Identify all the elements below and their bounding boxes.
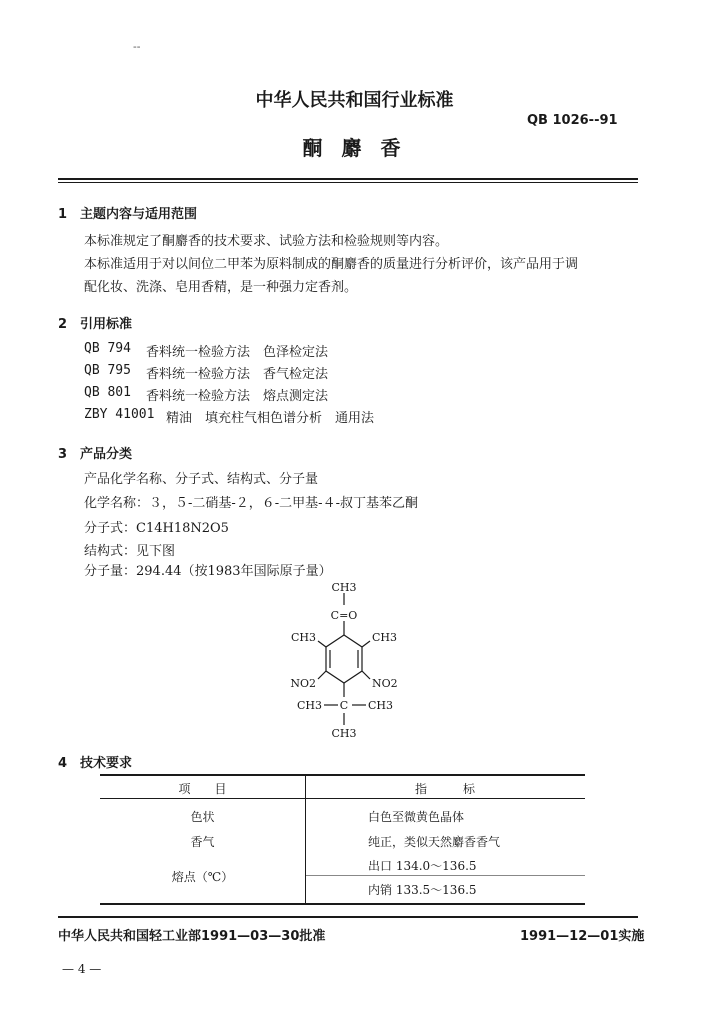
molecular-weight: 分子量：294.44（按1983年国际原子量） [84, 564, 332, 579]
formula-label: 分子式： [84, 521, 137, 536]
section3-heading: 3 产品分类 [58, 447, 133, 462]
ref-text: 香料统一检验方法 色泽检定法 [146, 345, 329, 360]
left-methyl-label: CH3 [290, 631, 316, 644]
classification-intro: 产品化学名称、分子式、结构式、分子量 [84, 472, 319, 487]
table-column-divider [305, 775, 306, 903]
page-number: — 4 — [62, 962, 102, 976]
molecular-formula: C14H18N2O5 [136, 521, 229, 536]
table-cell-value: 白色至微黄色晶体 [368, 810, 465, 824]
ref-text: 精油 填充柱气相色谱分析 通用法 [166, 411, 375, 426]
table-bottom-rule [100, 903, 585, 905]
right-nitro-label: NO2 [372, 677, 398, 690]
product-title: 酮 麝 香 [302, 136, 407, 160]
chemical-name: 化学名称：３，５-二硝基-２，６-二甲基-４-叔丁基苯乙酮 [84, 496, 418, 511]
ref-code: QB 795 [84, 363, 131, 378]
left-nitro-label: NO2 [290, 677, 316, 690]
table-cell-item: 香气 [190, 835, 215, 849]
ref-text: 香料统一检验方法 香气检定法 [146, 367, 329, 382]
column-header-index: 指 标 [414, 782, 475, 796]
stray-mark: -- [133, 40, 141, 53]
table-top-rule [100, 774, 585, 776]
section1-para1: 本标准规定了酮麝香的技术要求、试验方法和检验规则等内容。 [84, 234, 449, 249]
carbonyl-label: C=O [330, 609, 358, 622]
effective-date: 1991—12—01实施 [520, 929, 645, 944]
top-methyl-label: CH3 [331, 581, 357, 594]
melting-point-domestic: 内销 133.5～136.5 [368, 883, 477, 897]
section1-para2-line2: 配化妆、洗涤、皂用香精，是一种强力定香剂。 [84, 280, 358, 295]
table-cell-item: 色状 [190, 810, 215, 824]
ref-text: 香料统一检验方法 熔点测定法 [146, 389, 329, 404]
column-header-item: 项 目 [178, 782, 227, 796]
tbutyl-carbon-label: C [339, 699, 349, 712]
tbutyl-right-methyl-label: CH3 [368, 699, 394, 712]
tbutyl-bottom-methyl-label: CH3 [331, 727, 357, 740]
ref-code: ZBY 41001 [84, 407, 155, 422]
approval-line: 中华人民共和国轻工业部1991—03—30批准 [58, 929, 326, 944]
org-title: 中华人民共和国行业标准 [255, 90, 454, 111]
section1-heading: 1 主题内容与适用范围 [58, 207, 198, 222]
right-methyl-label: CH3 [372, 631, 398, 644]
table-cell-item: 熔点（℃） [171, 870, 234, 884]
section2-heading: 2 引用标准 [58, 317, 133, 332]
tbutyl-left-methyl-label: CH3 [296, 699, 322, 712]
section4-heading: 4 技术要求 [58, 756, 133, 771]
structure-label: 结构式：见下图 [84, 544, 176, 559]
ref-code: QB 801 [84, 385, 131, 400]
ref-code: QB 794 [84, 341, 131, 356]
table-cell-value: 纯正，类似天然麝香香气 [368, 835, 501, 849]
structural-formula [280, 575, 430, 745]
melting-point-export: 出口 134.0～136.5 [368, 859, 477, 873]
header-rule-thin [58, 182, 638, 183]
footer-rule [58, 916, 638, 918]
standard-number: QB 1026--91 [527, 113, 618, 128]
melting-point-divider [306, 875, 585, 876]
header-rule [58, 178, 638, 180]
table-header-rule [100, 798, 585, 799]
section1-para2-line1: 本标准适用于对以间位二甲苯为原料制成的酮麝香的质量进行分析评价，该产品用于调 [84, 257, 579, 272]
